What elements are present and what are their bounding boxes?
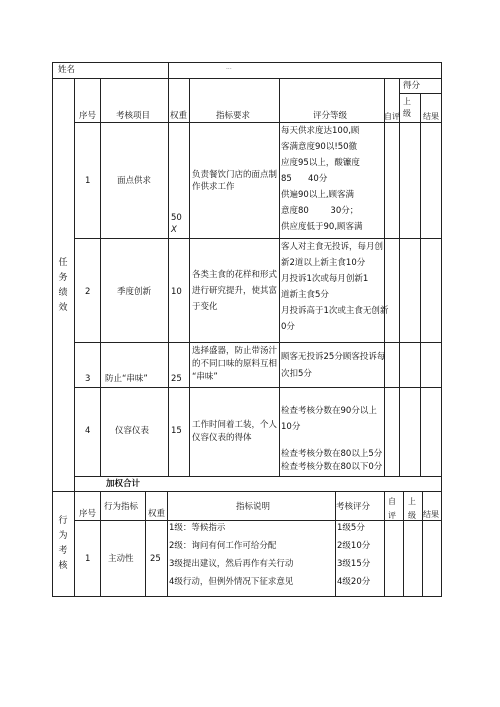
row-weight: 10 (171, 287, 182, 297)
row-grade-line: 顾客无投诉25分顾客投诉每 (281, 352, 386, 362)
row-grade-line: 检查考核分数在80以上5分 (281, 449, 383, 459)
weight-header: 权重 (170, 111, 188, 121)
rule (403, 491, 404, 596)
row-requirement-line: 进行研究提升，使其富 (192, 286, 278, 296)
weight-header: 权重 (148, 509, 166, 519)
row-requirement-line: 于变化 (192, 302, 218, 312)
row-item: 季度创新 (117, 287, 152, 297)
rule (74, 520, 442, 521)
row-seq: 4 (85, 426, 91, 436)
behavior-score-line: 3级15分 (337, 559, 371, 569)
row-requirement-line: “串味” (192, 372, 218, 382)
row-grade-line: 客人对主食无投诉，每月创 (281, 242, 384, 252)
behavior-score-line: 4级20分 (337, 577, 371, 587)
rule (399, 78, 400, 476)
rule (74, 122, 442, 123)
row-grade-line: 85 40分 (281, 174, 328, 184)
row-grade-line: 次扣5分 (281, 369, 312, 379)
row-requirement-line: 选择盛器，防止带汤汁 (192, 346, 278, 356)
rule (100, 78, 101, 476)
rule (384, 491, 385, 596)
grade-header: 评分等级 (313, 111, 348, 121)
row-requirement-line: 负责餐饮门店的面点制 (192, 170, 278, 180)
item-header: 考核项目 (116, 111, 151, 121)
section-title-char: 为 (58, 531, 68, 541)
self-eval-header: 自评 (388, 497, 396, 520)
behavior-score-line: 1级5分 (337, 523, 365, 533)
seq-header: 序号 (79, 111, 97, 121)
rule (279, 78, 280, 476)
rule (74, 238, 442, 239)
rule (74, 476, 442, 477)
weighted-total-label: 加权合计 (106, 479, 141, 489)
behavior-score-line: 2级10分 (337, 541, 371, 551)
section-title-char: 行 (58, 516, 68, 526)
rule (167, 491, 168, 596)
indicator-header: 行为指标 (104, 502, 139, 512)
description-header: 指标说明 (236, 502, 271, 512)
section-title-performance (57, 256, 69, 316)
behavior-level-line: 2级：询问有何工作可给分配 (169, 541, 277, 551)
seq-header: 序号 (79, 509, 97, 519)
superior-header: 上级 (408, 497, 416, 520)
row-grade-line: 10分 (281, 422, 301, 432)
section-title-char: 核 (58, 561, 68, 571)
rule (52, 62, 53, 596)
row-grade-line: 月投诉高于1次或主食无创新 (281, 306, 389, 316)
rule (168, 78, 169, 476)
requirement-header: 指标要求 (216, 111, 251, 121)
row-grade-line: 0分 (281, 322, 295, 332)
row-grade-line: 月投诉1次或每月创新1 (281, 274, 369, 284)
rule (74, 387, 442, 388)
row-grade-line: 应度95以上，酸镰度 (281, 158, 360, 168)
row-grade-line: 意度80 30分； (281, 206, 359, 216)
row-seq: 3 (85, 374, 91, 384)
rule (145, 491, 146, 596)
behavior-level-line: 4级行动，但例外情况下征求意见 (169, 577, 294, 587)
name-label: 姓名 (58, 65, 76, 75)
superior-header: 上级 (403, 97, 411, 118)
name-note: ··· (226, 66, 232, 73)
result-header: 结果 (423, 112, 439, 121)
row-seq: 2 (85, 287, 91, 297)
score-header: 考核评分 (336, 502, 371, 512)
rule (100, 491, 101, 596)
row-grade-line: 供遍90以上,顾客满 (281, 190, 355, 200)
behavior-row-seq: 1 (85, 554, 91, 564)
row-item: 防止“串味” (105, 374, 148, 384)
row-item: 面点供求 (117, 176, 152, 186)
row-seq: 1 (85, 176, 91, 186)
row-grade-line: 检查考核分数在90分以上 (281, 406, 377, 416)
row-weight: 15 (171, 426, 182, 436)
rule (384, 78, 385, 476)
section-title-char: 考 (58, 546, 68, 556)
row-grade-line: 客满意度90以!50徼 (281, 142, 358, 152)
section-title-behavior (57, 514, 69, 574)
score-header: 得分 (403, 81, 421, 91)
row-weight: 50 (171, 213, 182, 223)
row-grade-line: 道新主食5分 (281, 290, 329, 300)
behavior-row-weight: 25 (150, 554, 161, 564)
row-requirement-line: 各类主食的花样和形式 (192, 270, 278, 280)
row-grade-line: 检查考核分数在80以下0分 (281, 462, 383, 472)
row-requirement-line: 仪容仪表的得体 (192, 433, 252, 443)
behavior-level-line: 1级：等候指示 (169, 523, 226, 533)
row-weight-mark: X (171, 225, 177, 235)
rule (422, 491, 423, 596)
section-title-char: 务 (58, 273, 68, 283)
row-requirement-line: 的不同口味的原料互相 (192, 359, 278, 369)
row-item: 仪容仪表 (115, 426, 150, 436)
row-grade-line: 新2道以上新主食10分 (281, 258, 366, 268)
behavior-level-line: 3级提出建议，然后再作有关行动 (169, 559, 294, 569)
rule (74, 78, 75, 596)
section-title-char: 绩 (58, 288, 68, 298)
rule (52, 596, 442, 597)
rule (52, 62, 442, 63)
rule (189, 78, 190, 476)
row-weight: 25 (171, 374, 182, 384)
section-title-char: 任 (58, 258, 68, 268)
result-header: 结果 (423, 510, 439, 519)
row-requirement-line: 作供求工作 (192, 182, 235, 192)
section-title-char: 效 (58, 303, 68, 313)
rule (168, 62, 169, 78)
rule (441, 62, 442, 596)
behavior-row-indicator: 主动性 (108, 554, 134, 564)
self-eval-header: 自评 (384, 112, 400, 121)
row-requirement-line: 工作时间着工装，个人 (192, 420, 278, 430)
rule (420, 93, 421, 476)
rule (74, 342, 442, 343)
row-grade-line: 供应度低于90,顾客满 (281, 222, 363, 232)
row-grade-line: 每天供求度达100,顾 (281, 126, 360, 136)
